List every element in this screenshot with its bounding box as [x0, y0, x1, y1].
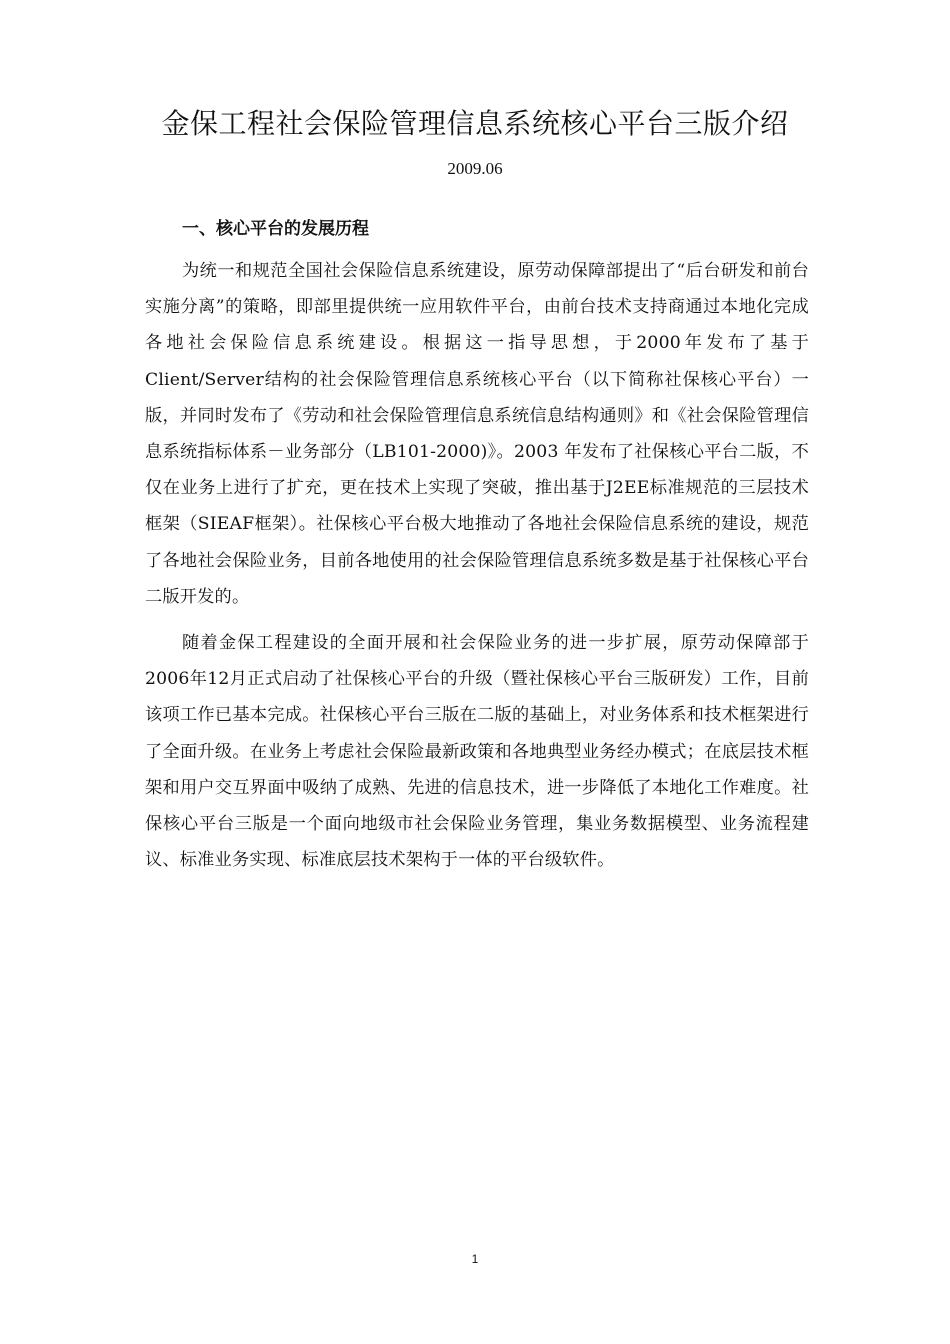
document-title: 金保工程社会保险管理信息系统核心平台三版介绍 [161, 107, 789, 140]
page-number: 1 [471, 1252, 479, 1266]
body-paragraph-2: 随着金保工程建设的全面开展和社会保险业务的进一步扩展，原劳动保障部于2006年12月正式启动了社保核心平台的升级（暨社保核心平台三版研发）工作，目前该项工作已基本完成。社保核心平台三版在二版的基础上，对业务体系和技术框架进行了全面升级。在业务上考虑社会保险最新政策和各地典型业务经办模式；在底层技术框架和用户交互界面中吸纳了成熟、先进的信息技术，进一步降低了本地化工作难度。社保核心平台三版是一个面向地级市社会保险业务管理，集业务数据模型、业务流程建议、标准业务实现、标准底层技术架构于一体的平台级软件。 [145, 633, 809, 871]
section-heading: 一、核心平台的发展历程 [182, 219, 369, 239]
document-date: 2009.06 [447, 159, 503, 178]
body-paragraph-1: 为统一和规范全国社会保险信息系统建设，原劳动保障部提出了“后台研发和前台实施分离”的策略，即部里提供统一应用软件平台，由前台技术支持商通过本地化完成各地社会保险信息系统建设。根据这一指导思想，于2000年发布了基于Client/Server结构的社会保险管理信息系统核心平台（以下简称社保核心平台）一版，并同时发布了《劳动和社会保险管理信息系统信息结构通则》和《社会保险管理信息系统指标体系－业务部分（LB101-2000)》。2003 年发布了社保核心平台二版，不仅在业务上进行了扩充，更在技术上实现了突破，推出基于J2EE标准规范的三层技术框架（SIEAF框架）。社保核心平台极大地推动了各地社会保险信息系统的建设，规范了各地社会保险业务，目前各地使用的社会保险管理信息系统多数是基于社保核心平台二版开发的。 [145, 261, 809, 607]
